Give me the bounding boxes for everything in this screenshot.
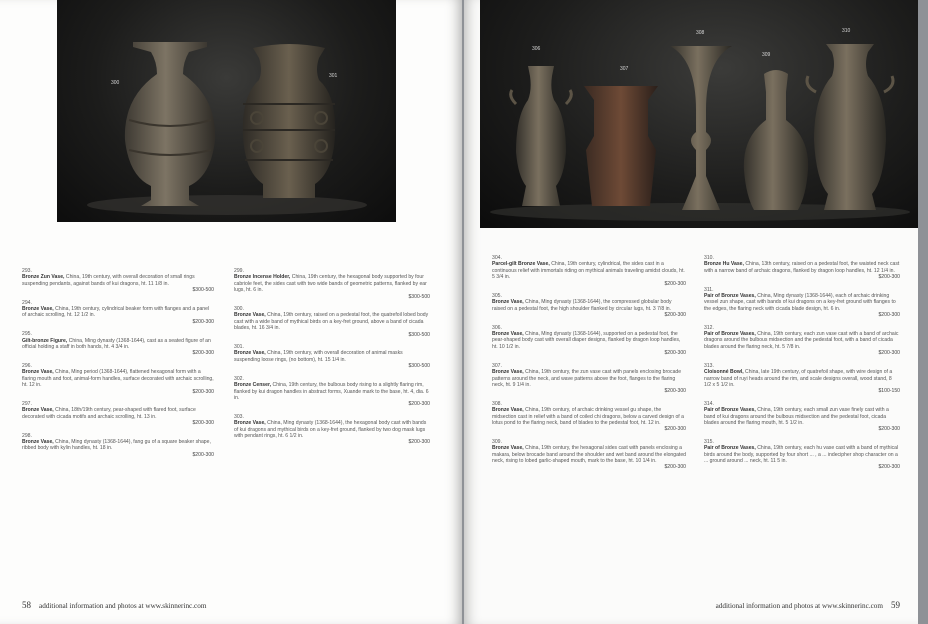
lot-entry: 300. Bronze Vase, China, 19th century, raised on a pedestal foot, the quatrefoil lobed body cast with a wide band of mythical birds on a key-fret ground, above a band of cicada blades, ht. 16 3/4 in. $300-500 — [234, 306, 430, 338]
vase-307 — [584, 86, 658, 206]
page-number: 58 — [22, 600, 31, 610]
lot-entry: 293. Bronze Zun Vase, China, 19th century, with overall decoration of small rings suspending pendants, against bands of kui dragons, ht. 11 1/8 in. $300-500 — [22, 268, 214, 294]
lot-entry: 304. Parcel-gilt Bronze Vase, China, 19th century, cylindrical, the sides cast in a continuous relief with immortals riding on mythical animals traveling amidst clouds, ht. 5 3/4 in. $200-300 — [492, 255, 686, 287]
vase-309 — [744, 70, 808, 210]
lot-entry: 314. Pair of Bronze Vases, China, 19th century, each small zun vase finely cast with a band of kui dragons around the bulbous midsection and the pedestal foot, cicada blades around the flaring mouth, ht. 5 1/2 in. $200-300 — [704, 400, 900, 433]
lot-entry: 296. Bronze Vase, China, Ming period (1368-1644), flattened hexagonal form with a flaring mouth and foot, animal-form handles, surface decorated with archaic scrolling, ht. 12 in. $200-300 — [22, 362, 214, 395]
image-label-310: 310 — [842, 28, 851, 34]
lot-entry: 308. Bronze Vase, China, 19th century, of archaic drinking vessel gu shape, the midsection cast in relief with a band of coiled chi dragons, below a carved design of a lotus pond to the flaring neck, band of blades to the pedestal foot, ht. 12 in. $200-300 — [492, 400, 686, 433]
image-label-309: 309 — [762, 52, 771, 58]
right-column-1 — [492, 255, 686, 477]
right-column-2 — [704, 255, 900, 477]
lot-entry: 294. Bronze Vase, China, 19th century, cylindrical beaker form with flanges and a panel of archaic scrolling, ht. 12 1/2 in. $200-300 — [22, 299, 214, 325]
lot-entry: 303. Bronze Vase, China, Ming dynasty (1368-1644), the hexagonal body cast with bands of kui dragons and mythical birds on a key-fret ground, flanked by two dog mask lugs with pendant rings, ht. 6 1/2 in. $200-300 — [234, 413, 430, 446]
lot-entry: 297. Bronze Vase, China, 18th/19th century, pear-shaped with flared foot, surface decorated with cicada motifs and archaic scrolling, ht. 13 in. $200-300 — [22, 400, 214, 427]
lot-entry: 306. Bronze Vase, China, Ming dynasty (1368-1644), supported on a pedestal foot, the pear-shaped body cast with overall diaper designs, flanked by dragon loop handles, ht. 10 1/2 in. $200-300 — [492, 324, 686, 357]
footer-text: additional information and photos at www.skinnerinc.com — [39, 602, 207, 610]
lot-entry: 295. Gilt-bronze Figure, China, Ming dynasty (1368-1644), cast as a seated figure of an official holding a staff in both hands, ht. 4 3/4 in. $200-300 — [22, 331, 214, 357]
lot-entry: 311. Pair of Bronze Vases, China, Ming dynasty (1368-1644), each of archaic drinking vessel zun shape, cast with bands of kui dragons on a key-fret ground with flanges to the edges, the flaring neck with cicada blade design, ht. 6 in. $200-300 — [704, 286, 900, 319]
image-label-307: 307 — [620, 66, 629, 72]
lot-entry: 313. Cloisonné Bowl, China, late 19th century, of quatrefoil shape, with wire design of a narrow band of ruyi heads around the rim, and scale designs overall, wood stand, 8 1/2 x 5 1/2 in. $100-150 — [704, 362, 900, 395]
vase-308 — [670, 46, 732, 210]
image-label-306: 306 — [532, 46, 541, 52]
lot-entry: 305. Bronze Vase, China, Ming dynasty (1368-1644), the compressed globular body raised on a pedestal foot, the high shoulder flanked by circular lugs, ht. 3 7/8 in. $200-300 — [492, 293, 686, 319]
image-label-301: 301 — [329, 73, 338, 79]
footer-text: additional information and photos at www.skinnerinc.com — [715, 602, 883, 610]
right-page — [464, 0, 918, 624]
left-footer — [22, 600, 206, 610]
lot-entry: 315. Pair of Bronze Vases, China, 19th century, each hu vase cast with a band of mythical birds around the body, supported by four short ... , a ... indecipher shop character on a ... ground around ... neck, ht. 11 5 in. $200-300 — [704, 438, 900, 471]
lot-entry: 301. Bronze Vase, China, 19th century, with overall decoration of animal masks suspending loose rings, (no bottom), ht. 15 1/4 in. $300-500 — [234, 344, 430, 370]
vase-310 — [814, 44, 886, 210]
vase-301 — [243, 44, 338, 198]
photo-lots-300-301 — [57, 0, 396, 222]
image-label-308: 308 — [696, 30, 705, 36]
vase-300 — [125, 42, 215, 206]
page-number: 59 — [891, 600, 900, 610]
vase-photo-left — [57, 0, 396, 222]
lot-entry: 302. Bronze Censer, China, 19th century, the bulbous body rising to a slightly flaring rim, flanked by kui dragon handles in abstract forms, Xuande mark to the base, ht. 4, dia. 6 in. $200-300 — [234, 375, 430, 408]
lot-entry: 312. Pair of Bronze Vases, China, 19th century, each zun vase cast with a band of archaic dragons around the bulbous midsection and the pedestal foot, with a band of cicada blades around the flaring neck, ht. 5 7/8 in. $200-300 — [704, 324, 900, 357]
photo-lots-306-310 — [480, 0, 918, 228]
lot-entry: 307. Bronze Vase, China, 19th century, the zun vase cast with panels enclosing brocade patterns around the neck, and wave patterns above the foot, flanges to the flaring neck, ht. 9 1/4 in. $200-300 — [492, 362, 686, 395]
left-column-1 — [22, 268, 214, 464]
lot-entry: 299. Bronze Incense Holder, China, 19th century, the hexagonal body supported by four cabriole feet, the sides cast with two wide bands of geometric patterns, flanked by ear lugs, ht. 6 in. $300-500 — [234, 268, 430, 300]
lot-entry: 298. Bronze Vase, China, Ming dynasty (1368-1644), fang gu of a square beaker shape, ribbed body with kylin handles, ht. 18 in. $200-300 — [22, 432, 214, 458]
left-page — [0, 0, 462, 624]
lot-entry: 310. Bronze Hu Vase, China, 13th century, raised on a pedestal foot, the waisted neck cast with a narrow band of archaic dragons, flanked by dragon loop handles, ht. 12 1/4 in. $200-300 — [704, 255, 900, 281]
lot-entry: 309. Bronze Vase, China, 19th century, the hexagonal sides cast with panels enclosing a makara, below brocade band around the shoulder and wet band around the elongated neck, rising to lobed garlic-shaped mouth, mark to the base, ht. 10 1/4 in. $200-300 — [492, 438, 686, 471]
vase-306 — [516, 66, 566, 206]
image-label-300: 300 — [111, 80, 120, 86]
right-footer — [716, 600, 900, 610]
left-column-2 — [234, 268, 430, 452]
